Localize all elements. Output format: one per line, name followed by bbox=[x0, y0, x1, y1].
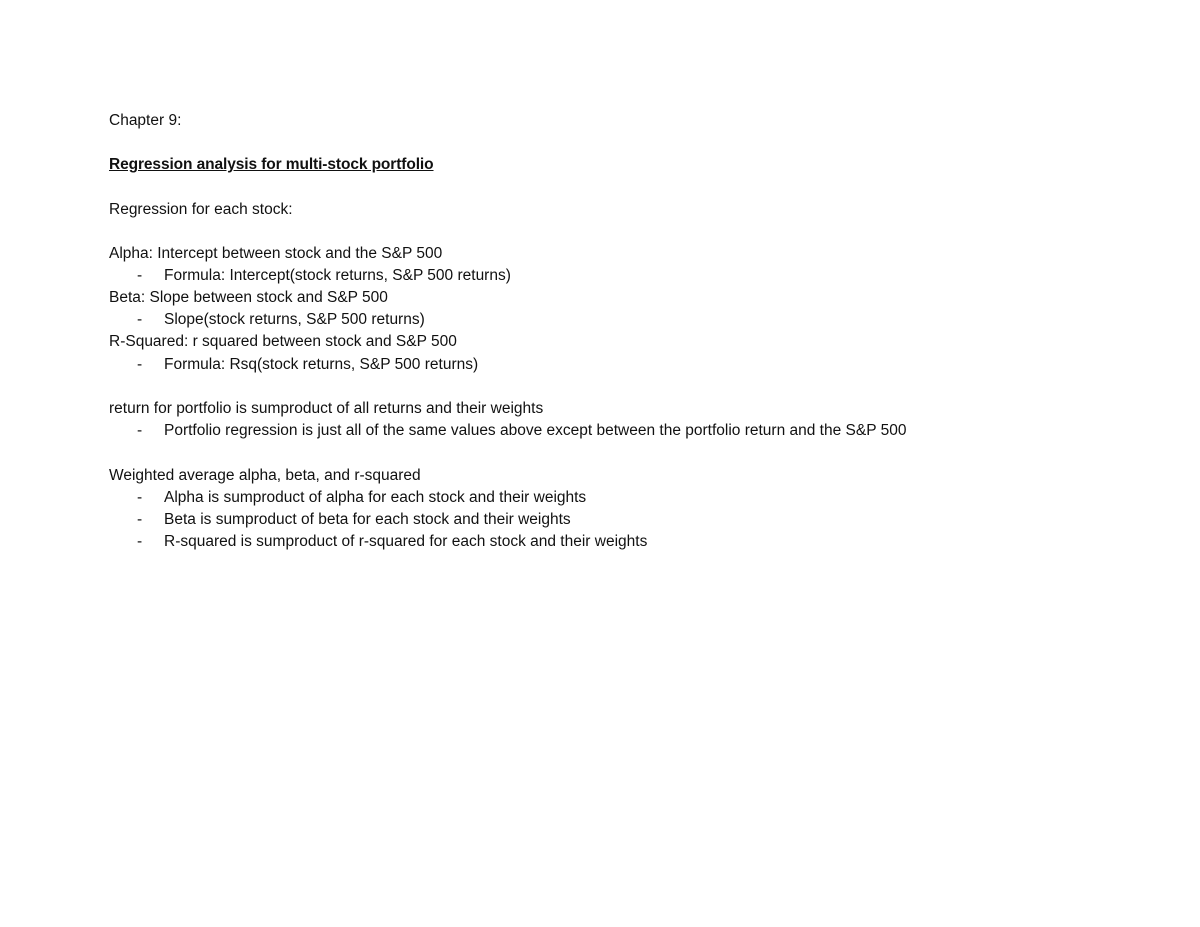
weighted-rsquared-text: R-squared is sumproduct of r-squared for each stock and their weights bbox=[164, 533, 648, 550]
rsquared-definition: R-Squared: r squared between stock and S&P 500 bbox=[109, 333, 457, 350]
intro-text: Regression for each stock: bbox=[109, 201, 293, 218]
weighted-beta-text: Beta is sumproduct of beta for each stock and their weights bbox=[164, 511, 571, 528]
beta-formula-bullet bbox=[137, 310, 425, 332]
portfolio-regression-text: Portfolio regression is just all of the same values above except between the portfolio return and the S&P 500 bbox=[164, 422, 907, 439]
alpha-formula-text: Formula: Intercept(stock returns, S&P 500 returns) bbox=[164, 267, 511, 284]
rsquared-formula-text: Formula: Rsq(stock returns, S&P 500 returns) bbox=[164, 356, 479, 373]
bullet-marker: - bbox=[137, 533, 143, 550]
weighted-beta-bullet bbox=[137, 510, 571, 532]
bullet-marker: - bbox=[137, 267, 143, 284]
chapter-label: Chapter 9: bbox=[109, 112, 182, 129]
beta-formula-text: Slope(stock returns, S&P 500 returns) bbox=[164, 311, 425, 328]
section-heading: Regression analysis for multi-stock portfolio bbox=[109, 156, 434, 173]
rsquared-formula-bullet bbox=[137, 355, 478, 377]
weighted-rsquared-bullet bbox=[137, 532, 647, 554]
weighted-alpha-text: Alpha is sumproduct of alpha for each stock and their weights bbox=[164, 489, 587, 506]
bullet-marker: - bbox=[137, 311, 143, 328]
portfolio-regression-bullet bbox=[137, 421, 906, 443]
bullet-marker: - bbox=[137, 489, 143, 506]
weighted-average-heading: Weighted average alpha, beta, and r-squared bbox=[109, 467, 421, 484]
bullet-marker: - bbox=[137, 422, 143, 439]
bullet-marker: - bbox=[137, 356, 143, 373]
alpha-formula-bullet bbox=[137, 266, 511, 288]
weighted-alpha-bullet bbox=[137, 488, 586, 510]
alpha-definition: Alpha: Intercept between stock and the S&P 500 bbox=[109, 245, 443, 262]
beta-definition: Beta: Slope between stock and S&P 500 bbox=[109, 289, 388, 306]
portfolio-return-text: return for portfolio is sumproduct of all returns and their weights bbox=[109, 400, 544, 417]
bullet-marker: - bbox=[137, 511, 143, 528]
